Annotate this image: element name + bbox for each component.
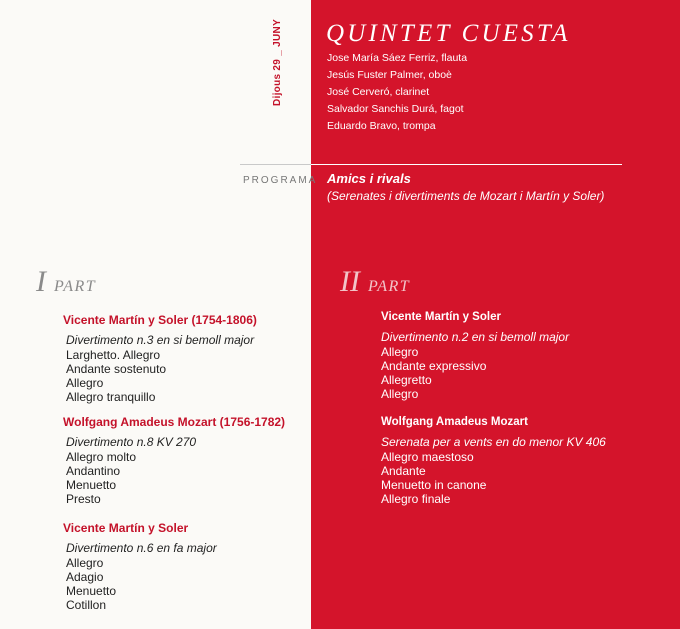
composer-name: Wolfgang Amadeus Mozart	[381, 416, 528, 428]
movement: Allegro finale	[381, 492, 451, 506]
composer-name: Vicente Martín y Soler (1754-1806)	[63, 313, 257, 327]
work-title: Divertimento n.3 en si bemoll major	[66, 333, 255, 347]
movements-list	[381, 450, 606, 506]
movement: Cotillon	[66, 598, 107, 612]
ensemble-title: QUINTET CUESTA	[326, 20, 571, 47]
movement: Adagio	[66, 570, 104, 584]
movement: Andante	[381, 464, 426, 478]
part-1-piece-3	[63, 520, 217, 612]
movements-list	[63, 450, 285, 506]
part-1-piece-2	[63, 414, 285, 506]
work-title: Divertimento n.6 en fa major	[66, 541, 217, 555]
programa-subtitle: (Serenates i divertiments de Mozart i Martín y Soler)	[327, 189, 605, 203]
movements-list	[63, 348, 257, 404]
movements-list	[381, 345, 569, 401]
movement: Andantino	[66, 464, 121, 478]
part-1-numeral: I	[36, 265, 46, 298]
part-2-piece-1	[381, 309, 569, 401]
movement: Presto	[66, 492, 101, 506]
part-2-piece-2	[381, 414, 606, 506]
movement: Allegro	[66, 556, 104, 570]
programa-divider-red-side	[311, 164, 622, 165]
work-title: Divertimento n.8 KV 270	[66, 435, 197, 449]
musician: Eduardo Bravo, trompa	[327, 120, 436, 132]
part-1-piece-1	[63, 312, 257, 404]
concert-date: Dijous 29 _ JUNY	[272, 18, 283, 106]
movement: Andante sostenuto	[66, 362, 167, 376]
programa-label: PROGRAMA	[243, 175, 318, 186]
part-1-word: PART	[54, 278, 97, 295]
movement: Menuetto	[66, 584, 117, 598]
musician: Salvador Sanchis Durá, fagot	[327, 103, 464, 115]
movement: Allegro tranquillo	[66, 390, 156, 404]
movement: Larghetto. Allegro	[66, 348, 161, 362]
musician: José Cerveró, clarinet	[327, 86, 430, 98]
programa-title: Amics i rivals	[327, 171, 411, 186]
part-2-word: PART	[367, 278, 411, 295]
movement: Menuetto in canone	[381, 478, 487, 492]
part-2-numeral: II	[340, 265, 360, 298]
work-title: Divertimento n.2 en si bemoll major	[381, 330, 570, 344]
movement: Allegro maestoso	[381, 450, 474, 464]
movements-list	[63, 556, 217, 612]
movement: Allegro	[381, 345, 419, 359]
movement: Menuetto	[66, 478, 117, 492]
movement: Allegro	[66, 376, 104, 390]
musician: Jesús Fuster Palmer, oboè	[327, 69, 452, 81]
part-2-heading	[340, 265, 410, 299]
movement: Andante expressivo	[381, 359, 487, 373]
musician: Jose María Sáez Ferriz, flauta	[327, 52, 468, 64]
composer-name: Vicente Martín y Soler	[381, 311, 501, 323]
composer-name: Wolfgang Amadeus Mozart (1756-1782)	[63, 415, 286, 429]
part-1-heading	[36, 265, 96, 299]
work-title: Serenata per a vents en do menor KV 406	[381, 435, 606, 449]
composer-name: Vicente Martín y Soler	[63, 521, 189, 535]
movement: Allegretto	[381, 373, 432, 387]
movement: Allegro	[381, 387, 419, 401]
musicians-list	[327, 50, 467, 135]
movement: Allegro molto	[66, 450, 137, 464]
